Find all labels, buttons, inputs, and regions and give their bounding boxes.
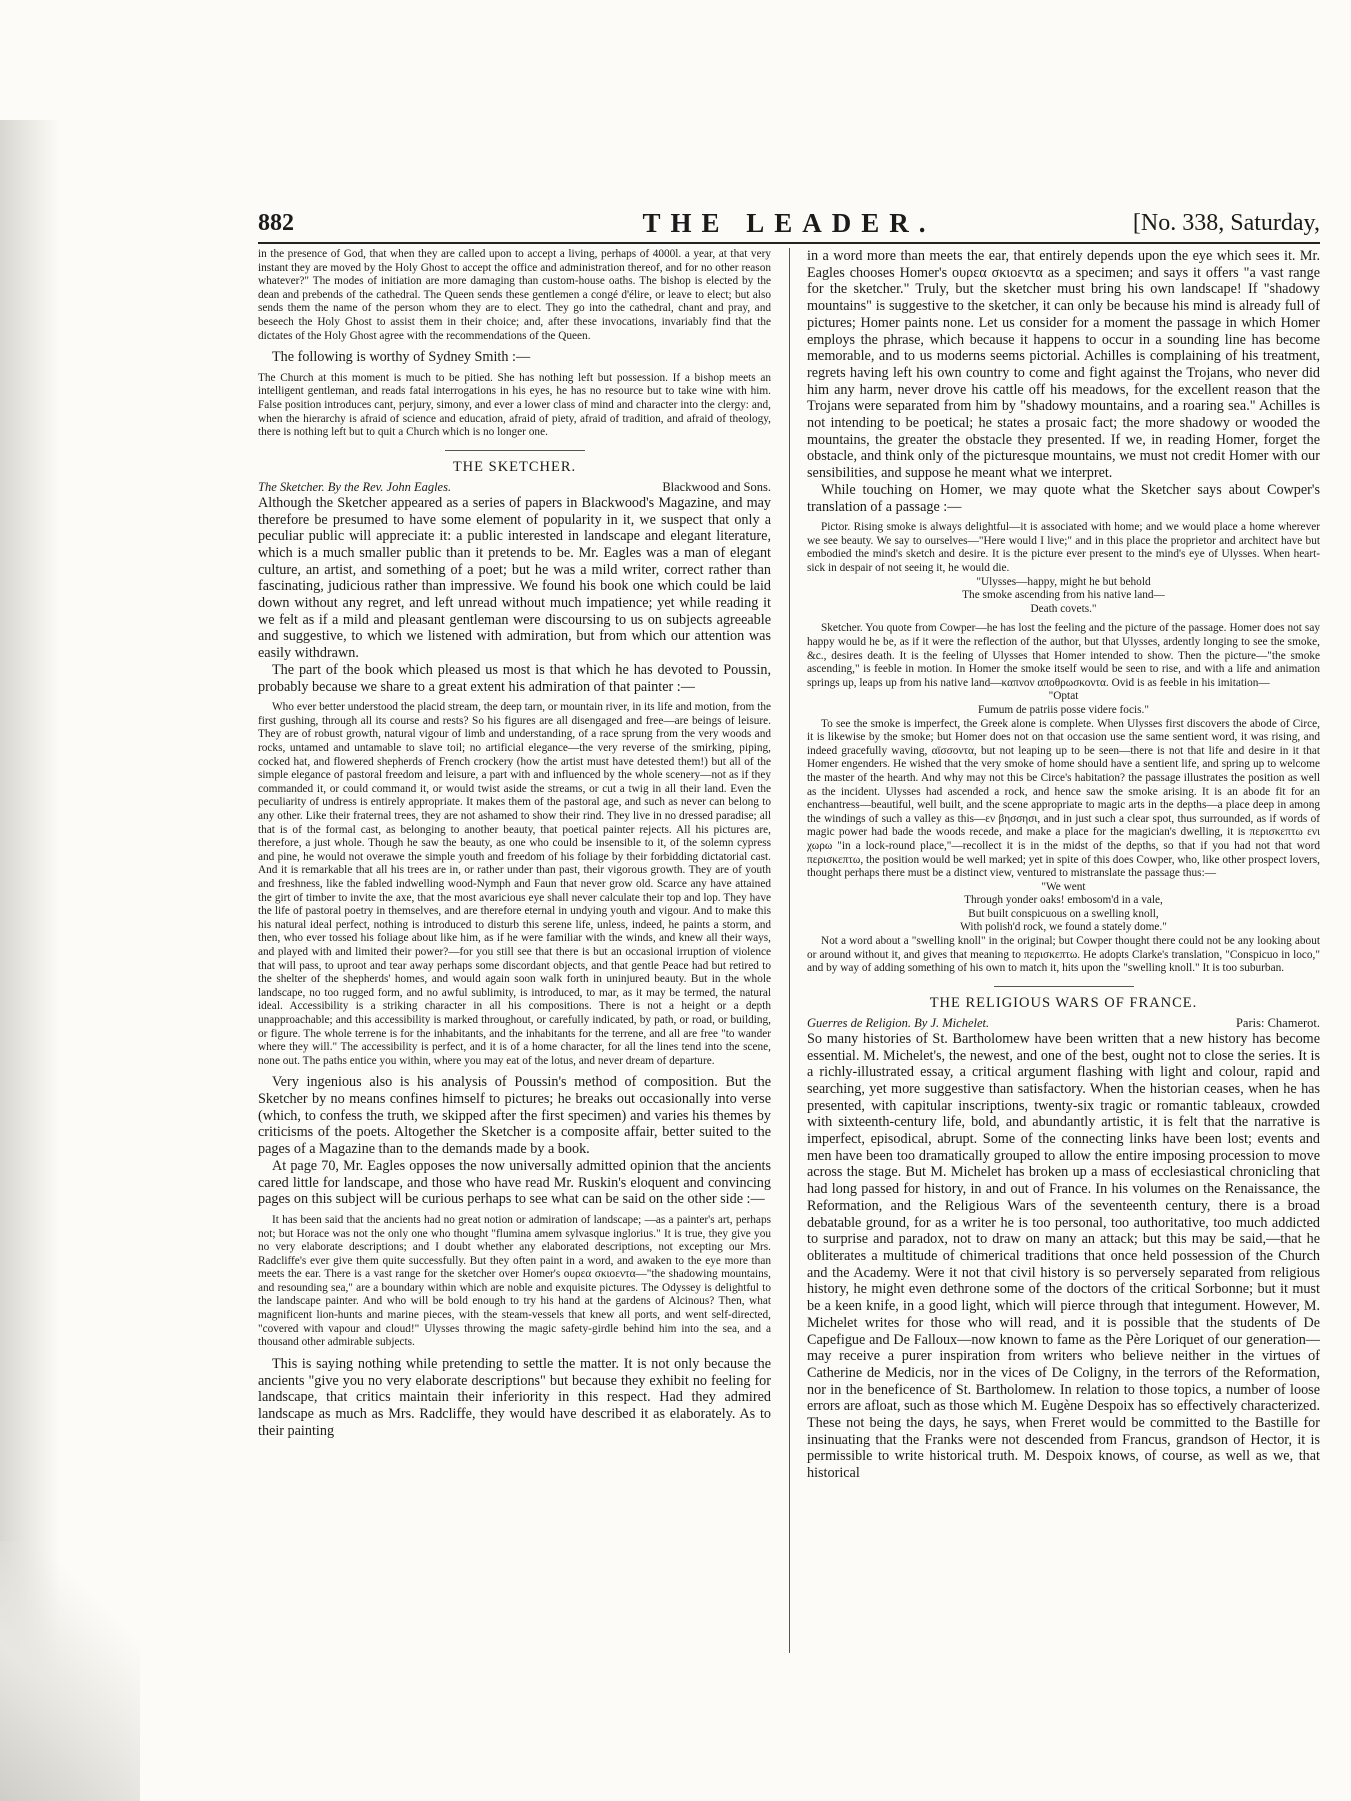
body-paragraph: Very ingenious also is his analysis of Poussin's method of composition. But the Sketcher by no means confines himself to pictures; he breaks out occasionally into verse (which, to confess the truth, we skipped after the first specimen) and varies his themes by criticisms of the poets. Altogether the Sketcher is a composite affair, better suited to the pages of a Magazine than to the demands made by a book. (258, 1074, 771, 1158)
body-paragraph: At page 70, Mr. Eagles opposes the now universally admitted opinion that the ancients cared little for landscape, and those who have read Mr. Ruskin's eloquent and convincing pages on this subject will be curious perhaps to see what can be said on the other side :— (258, 1157, 771, 1208)
scan-edge-shadow (0, 120, 60, 1680)
verse-line: The smoke ascending from his native land— (962, 589, 1165, 602)
quoted-paragraph: in the presence of God, that when they are called upon to accept a living, perhaps of 4000l. a year, at that very instant they are moved by the Holy Ghost to accept the office and administration thereof, and for no other reason whatever?" The modes of initiation are more damaging than custom-house oaths. The bishop is elected by the dean and prebends of the cathedral. The Queen sends these gentlemen a congé d'élire, or leave to elect; but also sends them the name of the person whom they are to elect. They go into the cathedral, chant and pray, and beseech the Holy Ghost to assist them in their choice; and, after these invocations, invariably find that the dictates of the Holy Ghost agree with the recommendations of the Queen. (258, 248, 771, 342)
verse-line: Death covets." (1030, 602, 1097, 615)
verse-line: But built conspicuous on a swelling knoll, (968, 907, 1159, 920)
scan-corner-shadow (0, 1541, 140, 1801)
section-divider (445, 450, 585, 451)
page-number: 882 (258, 210, 294, 236)
newspaper-page (258, 208, 1320, 1658)
quoted-paragraph: It has been said that the ancients had no great notion or admiration of landscape; —as a painter's art, perhaps not; but Horace was not the only one who thought "flumina amem sylvasque inglorius." It is true, they give you no very elaborate descriptions; and I doubt whether any elaborated descriptions, not excepting our Mrs. Radcliffe's ever give them quite successfully. But they often paint in a word, and awaken to the eye more than meets the ear. There is a vast range for the sketcher over Homer's ουρεα σκιοεντα—"the shadowing mountains, and resounding sea," are a boundary within which are noble and exquisite pictures. The Odyssey is delightful to the landscape painter. And who will be bold enough to try his hand at the gardens of Alcinous? Then, what magnificent lion-hunts and marine pieces, with the steam-vessels that knew all ports, and went self-directed, "covered with vapour and cloud!" Ulysses throwing the magic safety-girdle behind him into the sea, and a thousand other admirable subjects. (258, 1213, 771, 1349)
body-paragraph: The part of the book which pleased us most is that which he has devoted to Poussin, probably because we share to a great extent his admiration of that painter :— (258, 661, 771, 695)
verse-block (807, 690, 1320, 717)
verse-block (807, 576, 1320, 617)
body-paragraph: This is saying nothing while pretending to settle the matter. It is not only because the ancients "give you no very elaborate descriptions" but because they exhibit no feeling for landscape, that critics maintain their inferiority in this respect. Had they admired landscape as much as Mrs. Radcliffe, they would have described it as elaborately. As to their painting (258, 1355, 771, 1439)
quoted-paragraph: The Church at this moment is much to be pitied. She has nothing left but possession. If a bishop meets an intelligent gentleman, and reads fatal interrogations in his eyes, he has no resource but to take wine with him. False position introduces cant, perjury, simony, and ever a lower class of mind and character into the clergy: and, when the hierarchy is afraid of science and education, afraid of piety, afraid of tradition, and afraid of theology, there is nothing left but to quit a Church which is no longer one. (258, 371, 771, 439)
body-paragraph: The following is worthy of Sydney Smith :— (272, 349, 531, 366)
verse-line: Fumum de patriis posse videre focis." (978, 703, 1149, 716)
masthead-title: THE LEADER. (642, 208, 936, 238)
verse-line: "We went (1041, 880, 1086, 893)
verse-block (807, 881, 1320, 935)
page-header (258, 208, 1320, 244)
body-paragraph: Although the Sketcher appeared as a series of papers in Blackwood's Magazine, and may therefore be presumed to have some element of popularity in it, we suspect that only a peculiar public will appreciate it: a public interested in landscape and elegant literature, which is a much smaller public than it pretends to be. Mr. Eagles was a man of elegant culture, an artist, and something of a poet; but he was a mild writer, correct rather than fascinating, judicious rather than impressive. We found his book one which could be laid down without any regret, and left unread without much impatience; yet while reading it we felt as if a mild and pleasant gentleman were discoursing to us on subjects agreeable and suggestive, to which we listened with admiration, but from which our attention was easily withdrawn. (258, 494, 771, 662)
verse-line: With polish'd rock, we found a stately dome." (960, 921, 1167, 934)
quoted-paragraph: To see the smoke is imperfect, the Greek alone is complete. When Ulysses first discovers the abode of Circe, it is likewise by the smoke; but Homer does not on that occasion use the same sentient word, it was rising, and indeed gracefully waving, αϊσσοντα, but not leaping up to be seen—there is not that life and desire in it that Homer engenders. He wished that the very smoke of home should have a sentient life, and spring up to welcome the master of the hearth. And why may not this be Circe's habitation? the passage illustrates the position as well as the incident. Ulysses had ascended a rock, and hence saw the smoke arising. It is an abode fit for an enchantress—beautiful, well built, and the scene appropriate to magic arts in the depths—a place deep in among the windings of such a valley as this—εν βησσησι, and in just such a clear spot, thus surrounded, as if words of magic power had bade the woods recede, and make a place for the magician's dwelling, it is περισκεπτω ενι χωρω "in a lock-round place,"—recollect it is in the midst of the depths, so that if you had not that word περισκεπτω, the position would be well marked; yet in spite of this does Cowper, who, like other prospect lovers, thought perhaps there must be a distinct view, ventured to mistranslate the passage thus:— (807, 717, 1320, 880)
book-citation (807, 1016, 1320, 1031)
left-column (258, 248, 771, 1653)
quoted-paragraph: Pictor. Rising smoke is always delightful—it is associated with home; and we would place a home wherever we see beauty. We say to ourselves—"Here would I live;" and in this place the proprietor and architect have but embodied the mind's sketch and desire. It is the picture ever present to the mind's eye of Ulysses. When heart-sick in despair of not seeing it, he would die. (807, 521, 1320, 575)
section-divider (994, 986, 1134, 987)
quoted-paragraph: Not a word about a "swelling knoll" in the original; but Cowper thought there could not be any looking about or around without it, and gives that meaning to περισκεπτω. He adopts Clarke's translation, "Conspicuo in loco," and by way of adding something of his own to match it, hits upon the "swelling knoll." It is too suburban. (807, 935, 1320, 975)
book-citation (258, 480, 771, 495)
quoted-paragraph: Who ever better understood the placid stream, the deep tarn, or mountain river, in its life and motion, from the first gushing, through all its course and rests? So his figures are all disengaged and free—are beings of leisure. They are of robust growth, natural vigour of limb and understanding, of a race sprung from the very woods and rocks, untamed and untamable to slave toil; no artificial elegance—the very reverse of the smirking, piping, cocked hat, and flowered shepherds of French crockery (how the artist must have detested them!) but all of the simple elegance of pastoral freedom and leisure, a part with and influenced by the whole scenery—not as if they commanded it, or could command it, or would twist aside the streams, or cut a twig in all their land. Even the peculiarity of undress is entirely appropriate. It makes them of the pastoral age, and such as never can belong to any other. Like their fraternal trees, they are not ashamed to show their rind. They live in no dressed paradise; all that is of the formal cast, as belonging to another beauty, that poetical painter rejects. All his pictures are, therefore, a just whole. Though he saw the beauty, as one who could be insensible to it, of the solemn cypress and pine, he would not overawe the simple youth and freedom of his foliage by their forbidding dictatorial cast. And it is remarkable that all his trees are in, or rather under than past, their vigorous growth. They are of youth and freshness, like the fabled indwelling wood-Nymph and Faun that never grow old. Scarce any have attained the girt of timber to invite the axe, that the most avaricious eye shall never calculate their top and lop. They have the life of pastoral poetry in themselves, and are therefore eternal in undying youth and vigour. And to make this his natural ideal perfect, nothing is introduced to disturb this serene life, unless, indeed, he paints a storm, and then, who ever tossed his foliage about like him, as if he were familiar with the winds, and knew all their ways, and played with and limited their power?—for you still see that there is but an occasional irruption of violence that will pass, to uproot and tear away perhaps some discordant objects, and that gentle Peace had but retired to the shelter of the shepherds' homes, and would again soon walk forth in uninjured beauty. But in the whole landscape, no too rugged form, and no awful sublimity, is introduced, to mar, as it may be termed, the natural ideal. Accessibility is a striking character in all his compositions. There is not a height or a depth unapproachable; and this accessibility is marked throughout, or carefully indicated, by path, or road, or building, or figure. The whole terrene is for the inhabitants, and the inhabitants for the terrene, and all are free "to wander where they will." The accessibility is perfect, and it is of a home character, for all the lines tend into the scene, none out. The paths entice you within, where you may eat of the lotus, and never dream of departure. (258, 701, 771, 1067)
article-heading: THE RELIGIOUS WARS OF FRANCE. (929, 994, 1198, 1011)
issue-label: [No. 338, Saturday, (1132, 210, 1320, 236)
body-paragraph: in a word more than meets the ear, that entirely depends upon the eye which sees it. Mr. Eagles chooses Homer's ουρεα σκιοεντα as a specimen; and says it offers "a vast range for the sketcher." Truly, but the sketcher must bring his own landscape! If "shadowy mountains" is suggestive to the sketcher, it can only be because his mind is already full of pictures; Homer paints none. Let us consider for a moment the passage in which Homer employs the phrase, which because it happens to occur in a sounding line has become memorable, and to us moderns seems pictorial. Achilles is complaining of his treatment, regrets having left his own country to come and fight against the Trojans, who never did him any harm, never drove his cattle off his meadows, for the excellent reason that the Trojans were separated from him by "shadowy mountains, and a roaring sea." Achilles is not intending to be poetical; he states a prosaic fact; the more shadowy or wooded the mountains, the greater the obstacle they presented. If we, in reading Homer, forget the obstacle, and think only of the picturesque mountains, we must not credit Homer with our sensibilities, and suppose he meant what we interpret. (807, 248, 1320, 482)
quoted-paragraph: Sketcher. You quote from Cowper—he has lost the feeling and the picture of the passage. Homer does not say happy would he be, as if it were the reflection of the author, but that Ulysses, ardently longing to see the smoke, &c., desires death. It is the feeling of Ulysses that Homer intended to show. Then the picture—"the smoke ascending," is feeble in motion. In Homer the smoke itself would be seen to rise, and with a life and animation springs up, leaps up from his native land—καπνον αποθρωσκοντα. Ovid is as feeble in his imitation— (807, 622, 1320, 689)
verse-line: Through yonder oaks! embosom'd in a vale, (964, 894, 1163, 907)
book-publisher: Paris: Chamerot. (1235, 1015, 1320, 1030)
article-heading: THE SKETCHER. (452, 458, 577, 475)
book-title: The Sketcher. By the Rev. John Eagles. (258, 479, 452, 494)
body-paragraph: While touching on Homer, we may quote what the Sketcher says about Cowper's translation of a passage :— (807, 481, 1320, 515)
body-paragraph: So many histories of St. Bartholomew have been written that a new history has become essential. M. Michelet's, the newest, and one of the best, ought not to close the series. It is a richly-illustrated essay, a critical argument flashing with light and colour, rapid and searching, yet more suggestive than satisfactory. When the historian ceases, when he has presented, with capitular inscriptions, twenty-six tragic or romantic tableaux, crowded with sixteenth-century life, bold, and abundantly artistic, it is felt that the narrative is imperfect, episodical, abrupt. Some of the connecting links have been lost; events and men have been too dramatically grouped to allow the entire imposing procession to move across the stage. But M. Michelet has broken up a mass of ecclesiastical chronicling that had long passed for history, in and out of France. In his volumes on the Renaissance, the Reformation, and the Religious Wars of the seventeenth century, there is a broad debatable ground, for as a writer he is too personal, too authoritative, too much addicted to surprise and paradox, not to draw on many an attack; but this may be said,—that he obliterates a multitude of chimerical traditions that once held possession of the Church and the Academy. Were it not that civil history is so perversely separated from religious history, he might even dethrone some of the doctors of the critical Sorbonne; but it must be a keen knife, in a good light, which will pierce through that integument. However, M. Michelet writes for those who will read, and it is possible that the students of De Capefigue and De Falloux—now known to fame as the Père Loriquet of our generation—may receive a purer inspiration from writers who believe neither in the virtues of Catherine de Medicis, nor in the vices of De Coligny, in the terrors of the Reformation, nor in the beneficence of St. Bartholomew. In relation to those topics, a number of loose errors are afloat, such as those which M. Eugène Despoix has so effectively characterized. These not being the days, he says, when Freret would be committed to the Bastille for insinuating that the Franks were not descended from Francus, grandson of Hector, it is permissible to write historical truth. M. Despoix knows, of course, as well as we, that historical (807, 1030, 1320, 1482)
column-rule (789, 248, 790, 1653)
verse-line: "Optat (1048, 690, 1079, 703)
verse-line: "Ulysses—happy, might he but behold (976, 575, 1151, 588)
book-title: Guerres de Religion. By J. Michelet. (807, 1015, 990, 1030)
article-columns (258, 248, 1320, 1653)
right-column (807, 248, 1320, 1653)
book-publisher: Blackwood and Sons. (662, 479, 771, 494)
